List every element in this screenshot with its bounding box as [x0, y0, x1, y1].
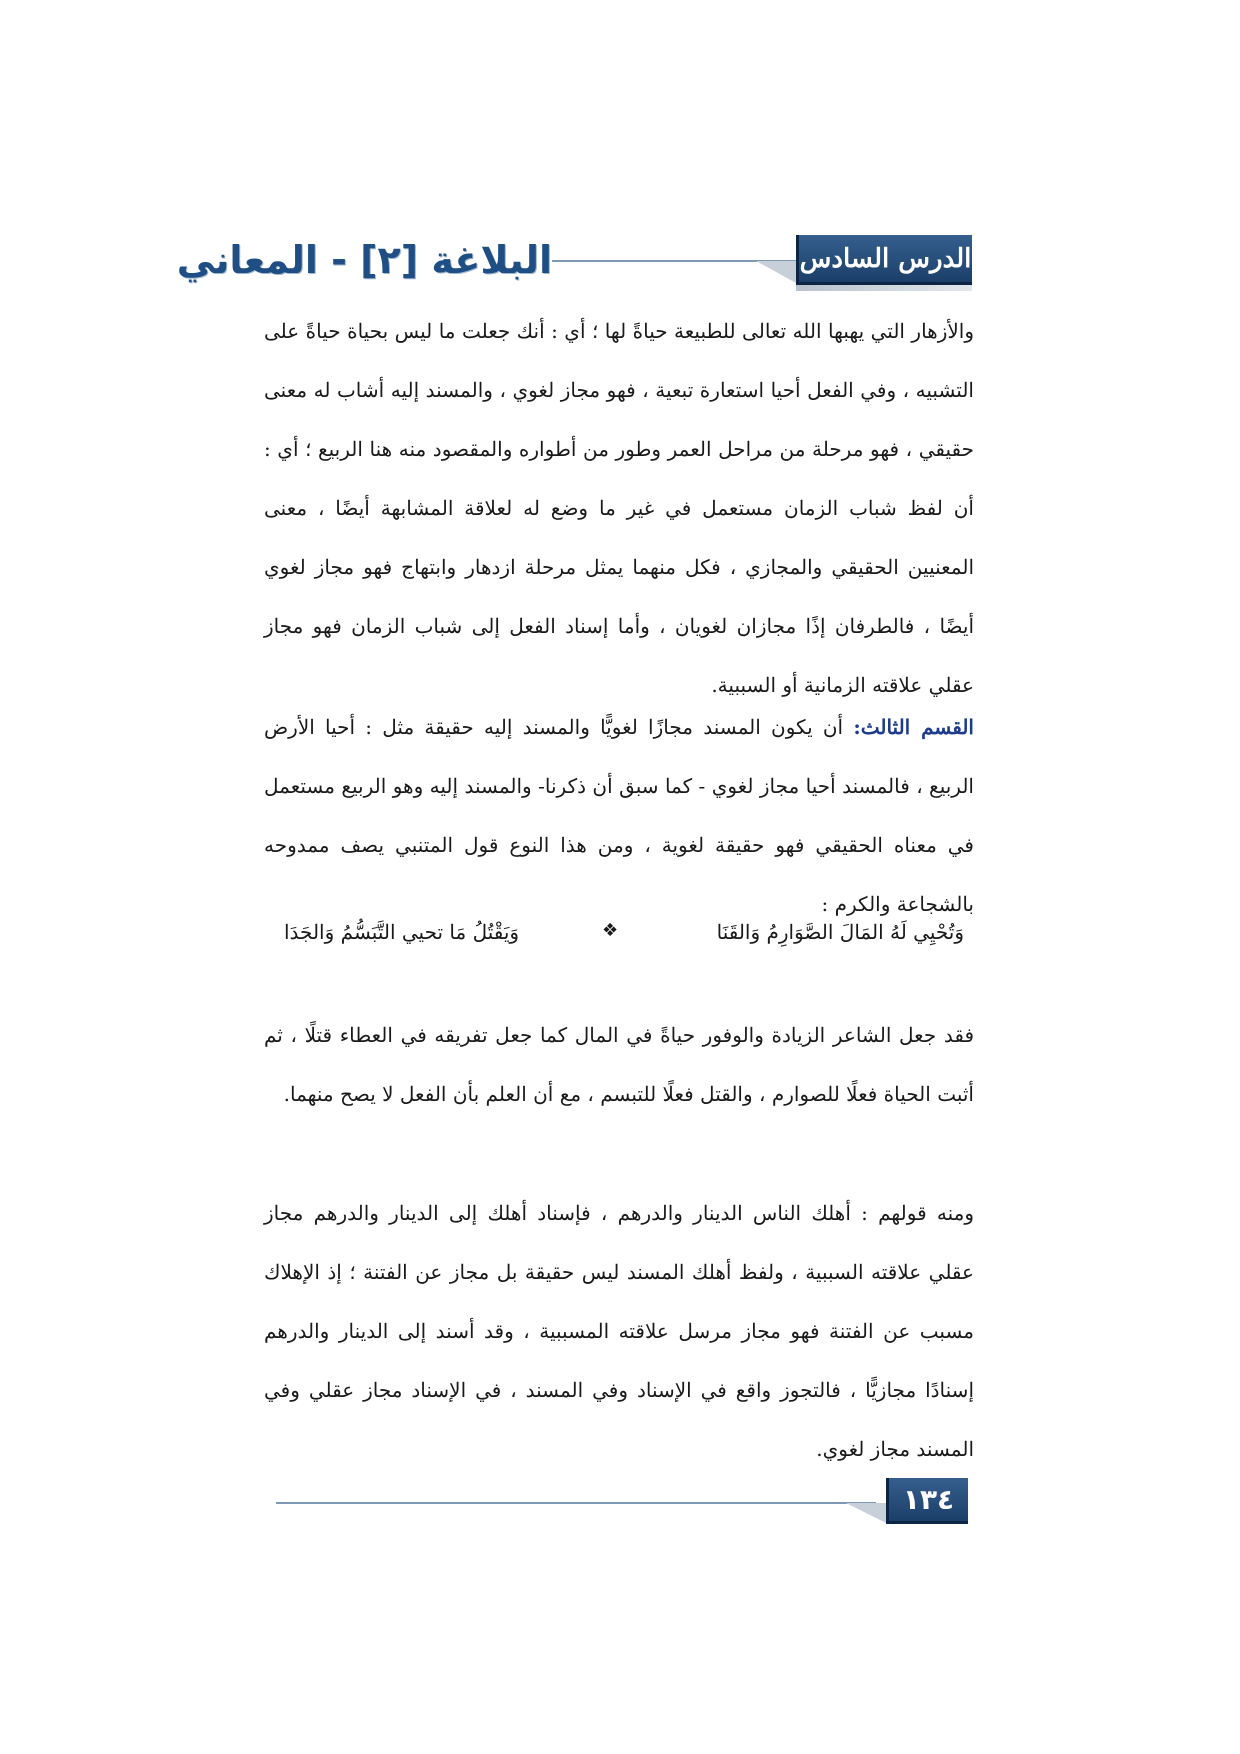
page-footer: [0, 1478, 1240, 1538]
section-term: القسم الثالث:: [853, 715, 974, 739]
verse-second-hemistich: وَيَقْتُلُ مَا تحيي التَّبَسُّمُ وَالجَدَا: [284, 920, 520, 944]
lesson-label: الدرس السادس: [799, 243, 972, 274]
page-number: ١٣٤: [886, 1478, 968, 1524]
paragraph-text: والأزهار التي يهبها الله تعالى للطبيعة حياةً لها ؛ أي : أنك جعلت ما ليس بحياة حياةً على التشبيه ، وفي الفعل أحيا استعارة تبعية ، فهو مجاز لغوي ، والمسند إليه أشاب له معنى حقيقي ، فهو مرحلة من مراحل العمر وطور من أطواره والمقصود منه هنا الربيع ؛ أي : أن لفظ شباب الزمان مستعمل في غير ما وضع له لعلاقة المشابهة أيضًا ، معنى المعنيين الحقيقي والمجازي ، فكل منهما يمثل مرحلة ازدهار وابتهاج فهو مجاز لغوي أيضًا ، فالطرفان إذًا مجازان لغويان ، وأما إسناد الفعل إلى شباب الزمان فهو مجاز عقلي علاقته الزمانية أو السببية.: [264, 319, 974, 697]
verse-separator-icon: ❖: [602, 920, 619, 941]
verse-first-hemistich: وَتُحْيِي لَهُ المَالَ الصَّوَارِمُ وَالقَنَا: [716, 920, 964, 944]
paragraph-text: فقد جعل الشاعر الزيادة والوفور حياةً في المال كما جعل تفريقه في العطاء قتلًا ، ثم أثبت الحياة فعلًا للصوارم ، والقتل فعلًا للتبسم ، مع أن العلم بأن الفعل لا يصح منهما.: [264, 1023, 974, 1106]
footer-rule-wedge: [846, 1503, 886, 1523]
page-header: [0, 232, 1240, 292]
paragraph-body: أن يكون المسند مجازًا لغويًّا والمسند إليه حقيقة مثل : أحيا الأرض الربيع ، فالمسند أحيا مجاز لغوي - كما سبق أن ذكرنا- والمسند إليه وهو الربيع مستعمل في معناه الحقيقي فهو حقيقة لغوية ، ومن هذا النوع قول المتنبي يصف ممدوحه بالشجاعة والكرم :: [264, 715, 974, 916]
footer-rule-line: [276, 1502, 876, 1504]
paragraph-1: [264, 302, 974, 715]
paragraph-text: [264, 698, 974, 934]
book-title: البلاغة [٢] - المعاني: [176, 238, 552, 282]
header-divider: [552, 256, 796, 268]
paragraph-text: ومنه قولهم : أهلك الناس الدينار والدرهم ، فإسناد أهلك إلى الدينار والدرهم مجاز عقلي علاقته السببية ، ولفظ أهلك المسند ليس حقيقة بل مجاز عن الفتنة ؛ إذ الإهلاك مسبب عن الفتنة فهو مجاز مرسل علاقته المسببية ، وقد أسند إلى الدينار والدرهم إسنادًا مجازيًّا ، فالتجوز واقع في الإسناد وفي المسند ، في الإسناد مجاز عقلي وفي المسند مجاز لغوي.: [264, 1201, 974, 1461]
poem-verse: [284, 920, 964, 960]
paragraph-4: [264, 1184, 974, 1479]
header-rule-wedge: [756, 261, 796, 283]
paragraph-3: [264, 1006, 974, 1124]
paragraph-2: [264, 698, 974, 934]
lesson-badge: [796, 235, 972, 285]
